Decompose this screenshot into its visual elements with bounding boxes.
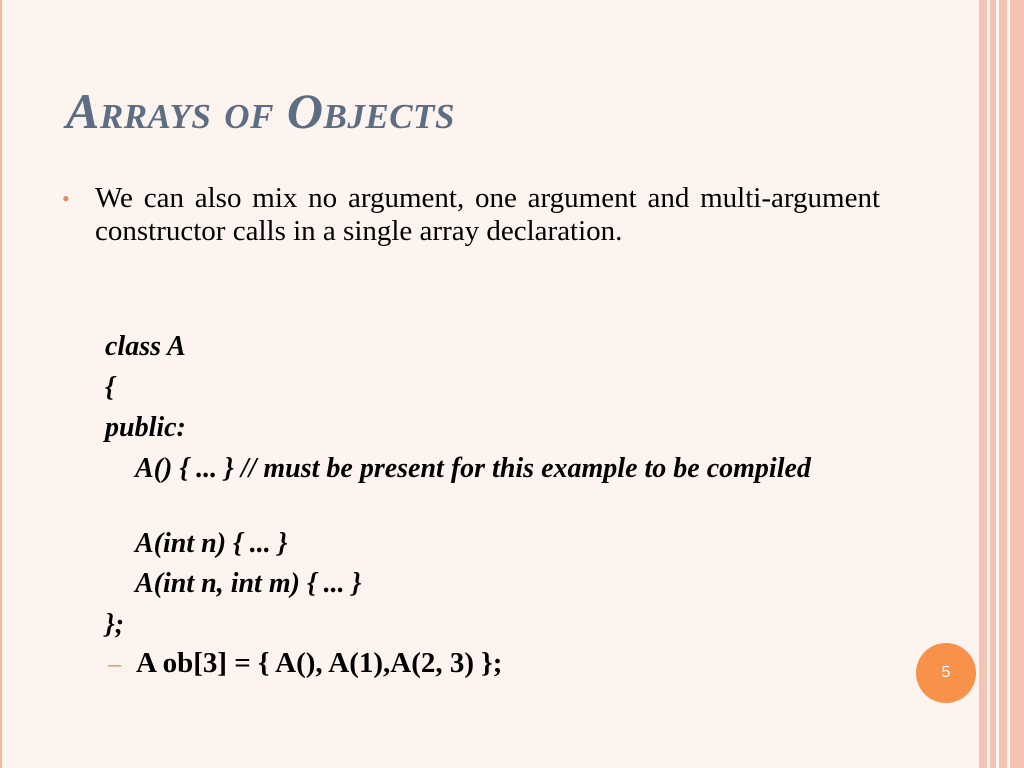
- slide-title: Arrays of Objects: [66, 83, 455, 139]
- bullet-icon: •: [62, 186, 70, 211]
- page-number: 5: [941, 664, 951, 681]
- bullet-list: [62, 182, 880, 248]
- code-line: A() { ... } // must be present for this example to be compiled: [135, 453, 811, 484]
- code-line: class A: [105, 331, 186, 362]
- dash-icon: –: [108, 648, 121, 678]
- code-line: A(int n, int m) { ... }: [135, 568, 362, 599]
- decorative-stripe: [979, 0, 987, 768]
- page-number-badge: [916, 643, 976, 703]
- sub-bullet-item: [108, 647, 502, 680]
- decorative-stripe: [1010, 0, 1024, 768]
- decorative-stripe: [999, 0, 1007, 768]
- code-line: };: [105, 609, 125, 640]
- code-line: {: [105, 372, 115, 403]
- code-line: public:: [105, 412, 186, 443]
- code-line: A(int n) { ... }: [135, 528, 288, 559]
- bullet-item: [62, 182, 880, 248]
- sub-bullet-text: A ob[3] = { A(), A(1),A(2, 3) };: [136, 647, 503, 679]
- bullet-text: We can also mix no argument, one argument and multi-argument constructor calls in a single array declaration.: [95, 182, 880, 247]
